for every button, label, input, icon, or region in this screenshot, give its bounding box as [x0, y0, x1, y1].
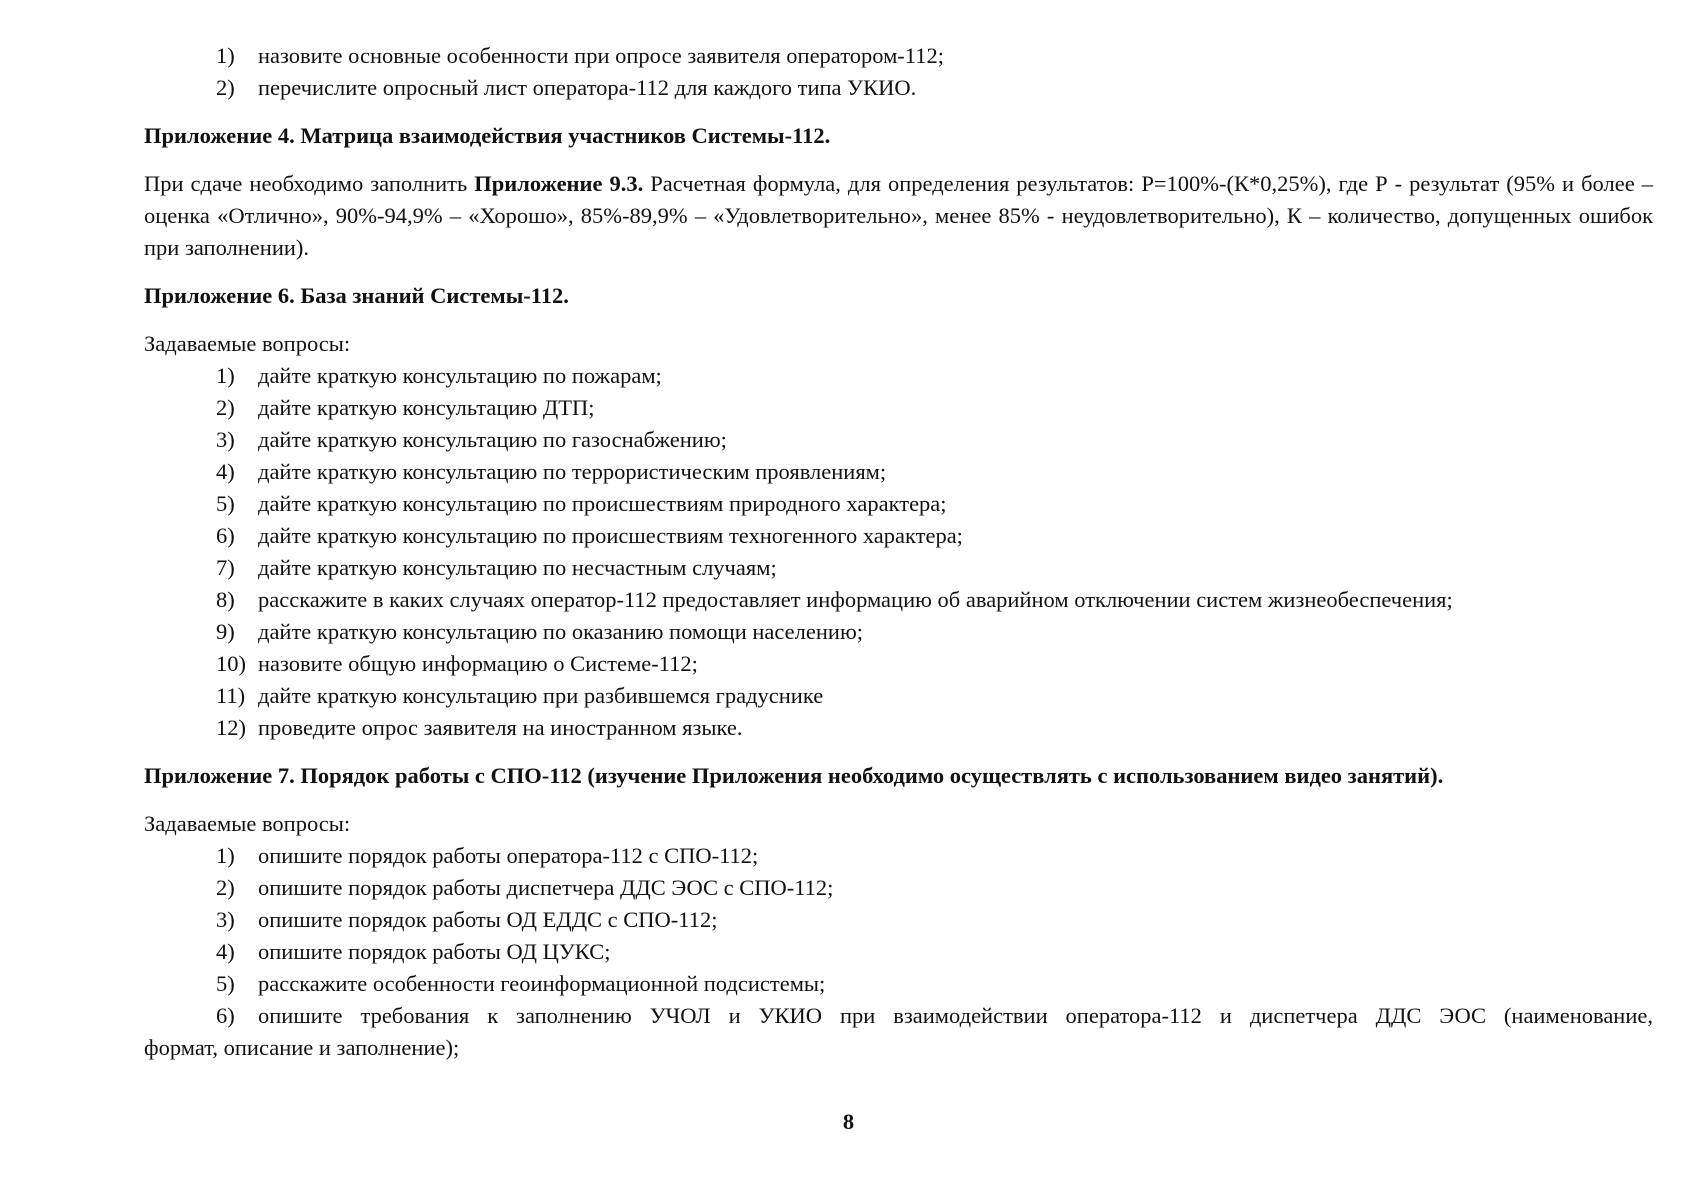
list-item-number: 9) — [216, 619, 235, 644]
appendix-4-heading: Приложение 4. Матрица взаимодействия участников Системы-112. — [144, 123, 831, 148]
list-item-number: 4) — [216, 939, 235, 964]
top-question-list — [144, 40, 1653, 104]
appendix-7-item-6 — [144, 1000, 1653, 1032]
list-item — [144, 936, 1653, 968]
list-item-text: дайте краткую консультацию при разбившемся градуснике — [258, 683, 824, 708]
list-item-text: опишите порядок работы диспетчера ДДС ЭОС с СПО-112; — [258, 875, 834, 900]
list-item — [144, 904, 1653, 936]
list-item-text: назовите общую информацию о Системе-112; — [258, 651, 698, 676]
appendix-6-question-list — [144, 360, 1653, 744]
list-item-text: дайте краткую консультацию по террористическим проявлениям; — [258, 459, 887, 484]
list-item-number: 6) — [216, 523, 235, 548]
appendix-9-3-reference: Приложение 9.3. — [474, 171, 644, 196]
list-item-text: опишите порядок работы оператора-112 с СПО-112; — [258, 843, 759, 868]
appendix-4-paragraph — [144, 168, 1653, 264]
list-item — [144, 968, 1653, 1000]
list-item-text: проведите опрос заявителя на иностранном языке. — [258, 715, 743, 740]
page-content — [144, 40, 1653, 1064]
list-item-text: дайте краткую консультацию по пожарам; — [258, 363, 662, 388]
list-item — [144, 616, 1653, 648]
list-item — [144, 392, 1653, 424]
list-item-number: 5) — [216, 971, 235, 996]
list-item-number: 11) — [216, 683, 246, 708]
list-item — [144, 584, 1653, 616]
list-item-text: назовите основные особенности при опросе заявителя оператором-112; — [258, 43, 944, 68]
list-item-number: 2) — [216, 875, 235, 900]
list-item-text: дайте краткую консультацию по происшествиям природного характера; — [258, 491, 947, 516]
list-item-number: 2) — [216, 395, 235, 420]
list-item-text: дайте краткую консультацию по оказанию помощи населению; — [258, 619, 864, 644]
list-item-text: дайте краткую консультацию ДТП; — [258, 395, 595, 420]
list-item — [144, 488, 1653, 520]
list-item-number: 6) — [216, 1003, 235, 1028]
appendix-4-paragraph-pre: При сдаче необходимо заполнить — [144, 171, 475, 196]
appendix-7-heading: Приложение 7. Порядок работы с СПО-112 (изучение Приложения необходимо осуществлять с использованием видео занятий). — [144, 763, 1444, 788]
list-item-number: 8) — [216, 587, 235, 612]
list-item-number: 4) — [216, 459, 235, 484]
list-item-number: 1) — [216, 43, 235, 68]
appendix-7-item-6-continued: формат, описание и заполнение); — [144, 1035, 460, 1060]
list-item — [144, 648, 1653, 680]
list-item-number: 1) — [216, 363, 235, 388]
list-item-number: 10) — [216, 651, 246, 676]
list-item-text: расскажите в каких случаях оператор-112 предоставляет информацию об аварийном отключении систем жизнеобеспечения; — [258, 587, 1453, 612]
list-item-number: 2) — [216, 75, 235, 100]
list-item — [144, 424, 1653, 456]
list-item-text: перечислите опросный лист оператора-112 для каждого типа УКИО. — [258, 75, 917, 100]
list-item — [144, 712, 1653, 744]
list-item-text: дайте краткую консультацию по несчастным случаям; — [258, 555, 777, 580]
appendix-6-heading: Приложение 6. База знаний Системы-112. — [144, 283, 569, 308]
list-item-number: 3) — [216, 907, 235, 932]
list-item — [144, 552, 1653, 584]
list-item-text: опишите порядок работы ОД ЦУКС; — [258, 939, 611, 964]
appendix-6-questions-label: Задаваемые вопросы: — [144, 331, 351, 356]
list-item-text: дайте краткую консультацию по газоснабжению; — [258, 427, 727, 452]
list-item — [144, 872, 1653, 904]
list-item — [144, 456, 1653, 488]
list-item-text: дайте краткую консультацию по происшествиям техногенного характера; — [258, 523, 963, 548]
list-item — [144, 40, 1653, 72]
list-item-number: 3) — [216, 427, 235, 452]
list-item — [144, 360, 1653, 392]
list-item-number: 7) — [216, 555, 235, 580]
appendix-4-paragraph-post: Расчетная формула, для определения результатов: Р=100%-(К*0,25%), где Р - результат (95% и более – оценка «Отлично», 90%-94,9% – «Хорошо», 85%-89,9% – «Удовлетворительно», менее 85% - неудовлетворительно), К – количество, допущенных ошибок при заполнении). — [144, 171, 1653, 260]
page-number: 8 — [842, 1109, 855, 1134]
list-item — [144, 680, 1653, 712]
list-item-number: 12) — [216, 715, 246, 740]
list-item-text: опишите требования к заполнению УЧОЛ и УКИО при взаимодействии оператора-112 и диспетчера ДДС ЭОС (наименование, — [258, 1003, 1653, 1028]
list-item — [144, 72, 1653, 104]
list-item-text: опишите порядок работы ОД ЕДДС с СПО-112; — [258, 907, 718, 932]
list-item — [144, 520, 1653, 552]
list-item-text: расскажите особенности геоинформационной подсистемы; — [258, 971, 826, 996]
appendix-7-question-list — [144, 840, 1653, 1000]
list-item-number: 1) — [216, 843, 235, 868]
list-item — [144, 840, 1653, 872]
appendix-7-questions-label: Задаваемые вопросы: — [144, 811, 351, 836]
list-item-number: 5) — [216, 491, 235, 516]
